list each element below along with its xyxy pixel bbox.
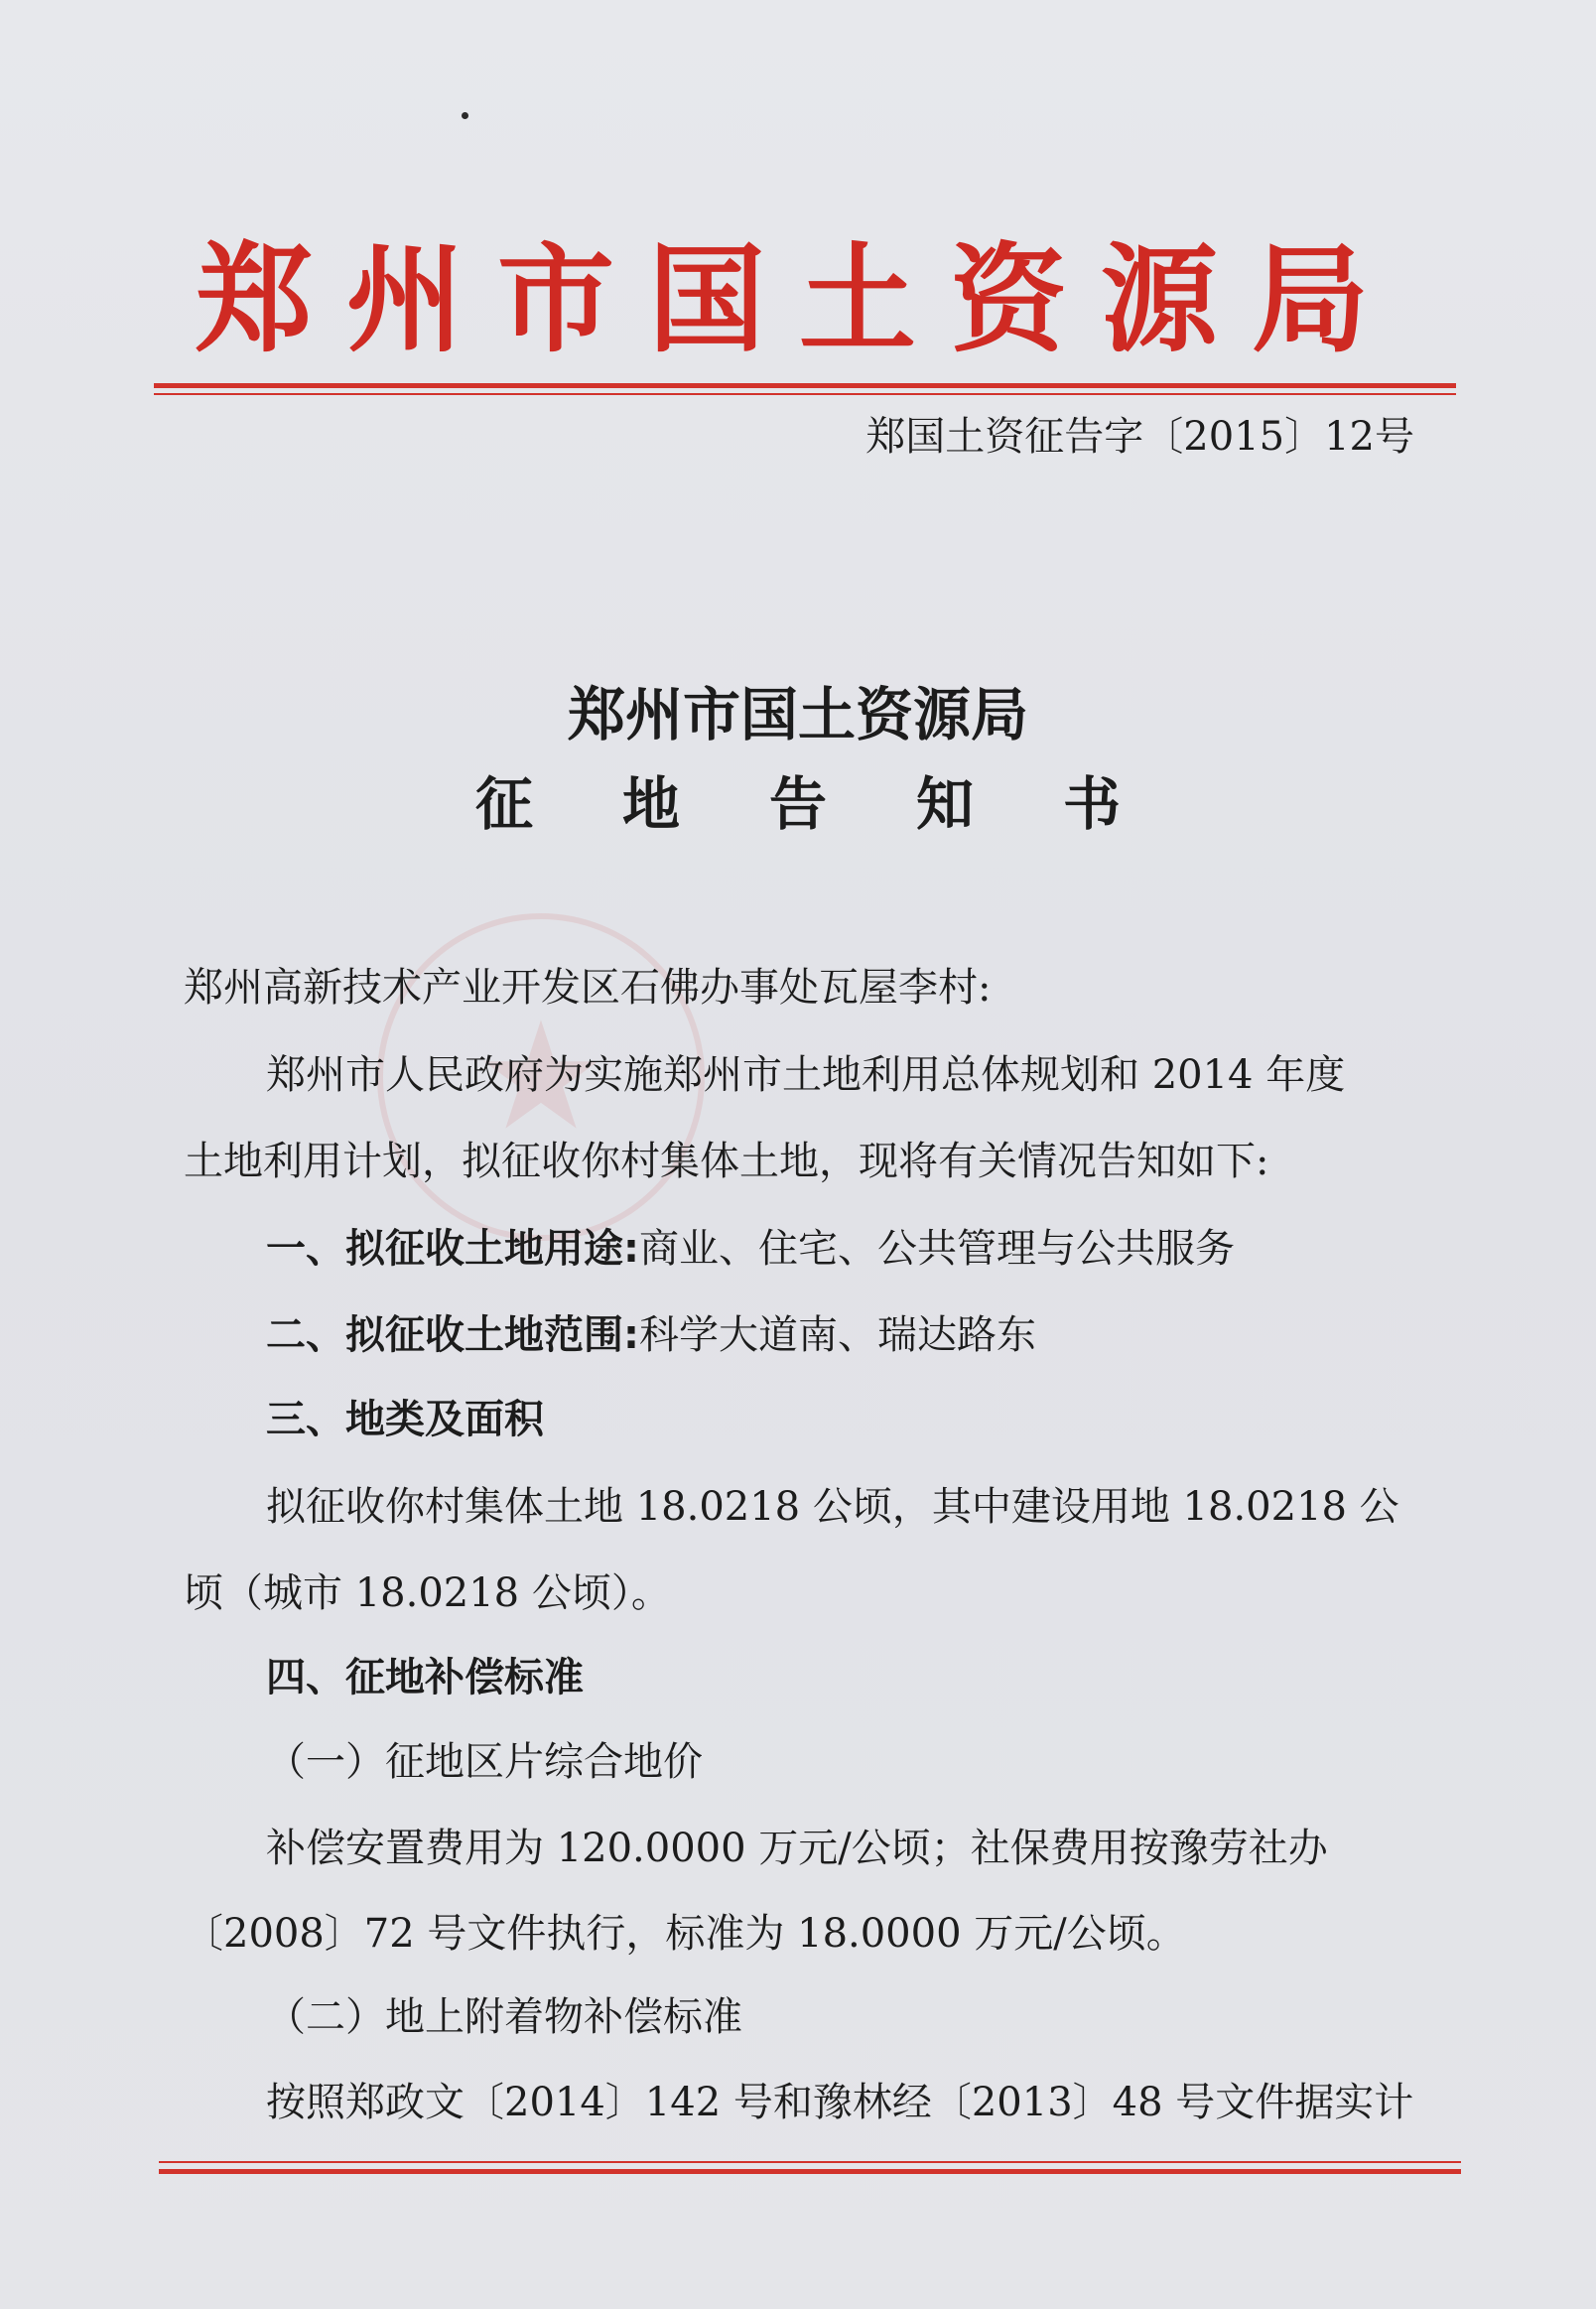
scan-speck — [462, 112, 468, 119]
item-2 — [266, 1305, 1036, 1365]
footer-rule-thick — [159, 2169, 1461, 2174]
item-1-heading: 一、拟征收土地用途: — [266, 1226, 639, 1272]
intro-line-2: 土地利用计划，拟征收你村集体土地，现将有关情况告知如下: — [184, 1139, 1269, 1184]
item-3-line-1: 拟征收你村集体土地 18.0218 公顷，其中建设用地 18.0218 公 — [266, 1484, 1399, 1530]
sub-2-line-1: 按照郑政文〔2014〕142 号和豫林经〔2013〕48 号文件据实计 — [266, 2080, 1414, 2125]
header-rule-thin — [154, 393, 1456, 395]
organization-header: 郑州市国土资源局 — [195, 231, 1402, 368]
item-2-text: 科学大道南、瑞达路东 — [639, 1312, 1036, 1358]
header-rule-thick — [154, 383, 1456, 388]
addressee: 郑州高新技术产业开发区石佛办事处瓦屋李村: — [184, 965, 992, 1011]
item-1-text: 商业、住宅、公共管理与公共服务 — [639, 1226, 1235, 1272]
item-1 — [266, 1219, 1235, 1279]
document-title-line1: 郑州市国土资源局 — [567, 681, 1028, 748]
document-number: 郑国土资征告字〔2015〕12号 — [865, 414, 1414, 460]
item-4-heading: 四、征地补偿标准 — [266, 1655, 584, 1700]
item-2-heading: 二、拟征收土地范围: — [266, 1312, 639, 1358]
document-title-line2: 征地告知书 — [474, 770, 1210, 838]
intro-line-1: 郑州市人民政府为实施郑州市土地利用总体规划和 2014 年度 — [266, 1052, 1346, 1098]
sub-1-heading: （一）征地区片综合地价 — [266, 1739, 703, 1785]
sub-2-heading: （二）地上附着物补偿标准 — [266, 1994, 742, 2040]
seal-star-icon: ★ — [473, 991, 608, 1163]
sub-1-line-2: 〔2008〕72 号文件执行，标准为 18.0000 万元/公顷。 — [184, 1911, 1186, 1957]
item-3-line-2: 顷（城市 18.0218 公顷）。 — [184, 1570, 671, 1616]
footer-rule-thin — [159, 2161, 1461, 2163]
item-3-heading: 三、地类及面积 — [266, 1397, 544, 1442]
sub-1-line-1: 补偿安置费用为 120.0000 万元/公顷；社保费用按豫劳社办 — [266, 1826, 1328, 1871]
